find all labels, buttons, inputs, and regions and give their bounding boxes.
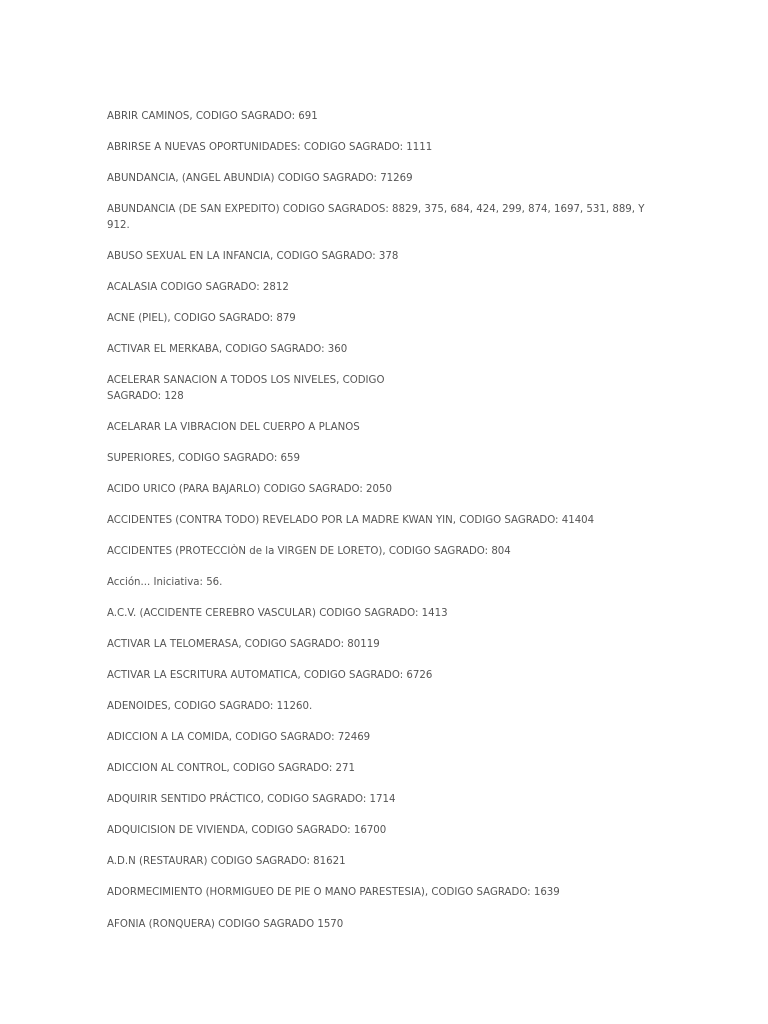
entry-acne: ACNE (PIEL), CODIGO SAGRADO: 879: [107, 313, 296, 324]
entry-adiccion-control: ADICCION AL CONTROL, CODIGO SAGRADO: 271: [107, 763, 355, 774]
entry-acelerar-sanacion: ACELERAR SANACION A TODOS LOS NIVELES, CODIGO SAGRADO: 128: [107, 375, 385, 402]
entry-adenoides: ADENOIDES, CODIGO SAGRADO: 11260.: [107, 701, 313, 712]
entry-adquicision-vivienda: ADQUICISION DE VIVIENDA, CODIGO SAGRADO: 16700: [107, 825, 387, 836]
entry-acalasia: ACALASIA CODIGO SAGRADO: 2812: [107, 282, 289, 293]
entry-abrir-caminos: ABRIR CAMINOS, CODIGO SAGRADO: 691: [107, 111, 318, 122]
entry-accion-iniciativa: Acción... Iniciativa: 56.: [107, 577, 223, 588]
entry-acido-urico: ACIDO URICO (PARA BAJARLO) CODIGO SAGRADO: 2050: [107, 484, 392, 495]
entry-activar-telomerasa: ACTIVAR LA TELOMERASA, CODIGO SAGRADO: 80119: [107, 639, 380, 650]
entry-activar-merkaba: ACTIVAR EL MERKABA, CODIGO SAGRADO: 360: [107, 344, 348, 355]
entry-adormecimiento: ADORMECIMIENTO (HORMIGUEO DE PIE O MANO PARESTESIA), CODIGO SAGRADO: 1639: [107, 887, 560, 898]
entry-adquirir-sentido: ADQUIRIR SENTIDO PRÁCTICO, CODIGO SAGRADO: 1714: [107, 794, 396, 805]
entry-acelarar-vibracion: ACELARAR LA VIBRACION DEL CUERPO A PLANOS: [107, 422, 360, 433]
entry-abundancia-angel: ABUNDANCIA, (ANGEL ABUNDIA) CODIGO SAGRADO: 71269: [107, 173, 413, 184]
entry-acv: A.C.V. (ACCIDENTE CEREBRO VASCULAR) CODIGO SAGRADO: 1413: [107, 608, 448, 619]
entry-accidentes-contra-todo: ACCIDENTES (CONTRA TODO) REVELADO POR LA MADRE KWAN YIN, CODIGO SAGRADO: 41404: [107, 515, 595, 526]
entry-adn: A.D.N (RESTAURAR) CODIGO SAGRADO: 81621: [107, 856, 346, 867]
entry-activar-escritura: ACTIVAR LA ESCRITURA AUTOMATICA, CODIGO SAGRADO: 6726: [107, 670, 433, 681]
entry-superiores: SUPERIORES, CODIGO SAGRADO: 659: [107, 453, 300, 464]
entry-adiccion-comida: ADICCION A LA COMIDA, CODIGO SAGRADO: 72469: [107, 732, 371, 743]
entry-abrirse-oportunidades: ABRIRSE A NUEVAS OPORTUNIDADES: CODIGO SAGRADO: 1111: [107, 142, 433, 153]
entry-afonia: AFONIA (RONQUERA) CODIGO SAGRADO 1570: [107, 919, 344, 930]
entry-accidentes-proteccion: ACCIDENTES (PROTECCIÒN de la VIRGEN DE LORETO), CODIGO SAGRADO: 804: [107, 546, 511, 557]
entry-abundancia-san-expedito: ABUNDANCIA (DE SAN EXPEDITO) CODIGO SAGRADOS: 8829, 375, 684, 424, 299, 874, 1697, 531, 889, Y 912.: [107, 204, 645, 231]
entry-abuso-sexual: ABUSO SEXUAL EN LA INFANCIA, CODIGO SAGRADO: 378: [107, 251, 399, 262]
